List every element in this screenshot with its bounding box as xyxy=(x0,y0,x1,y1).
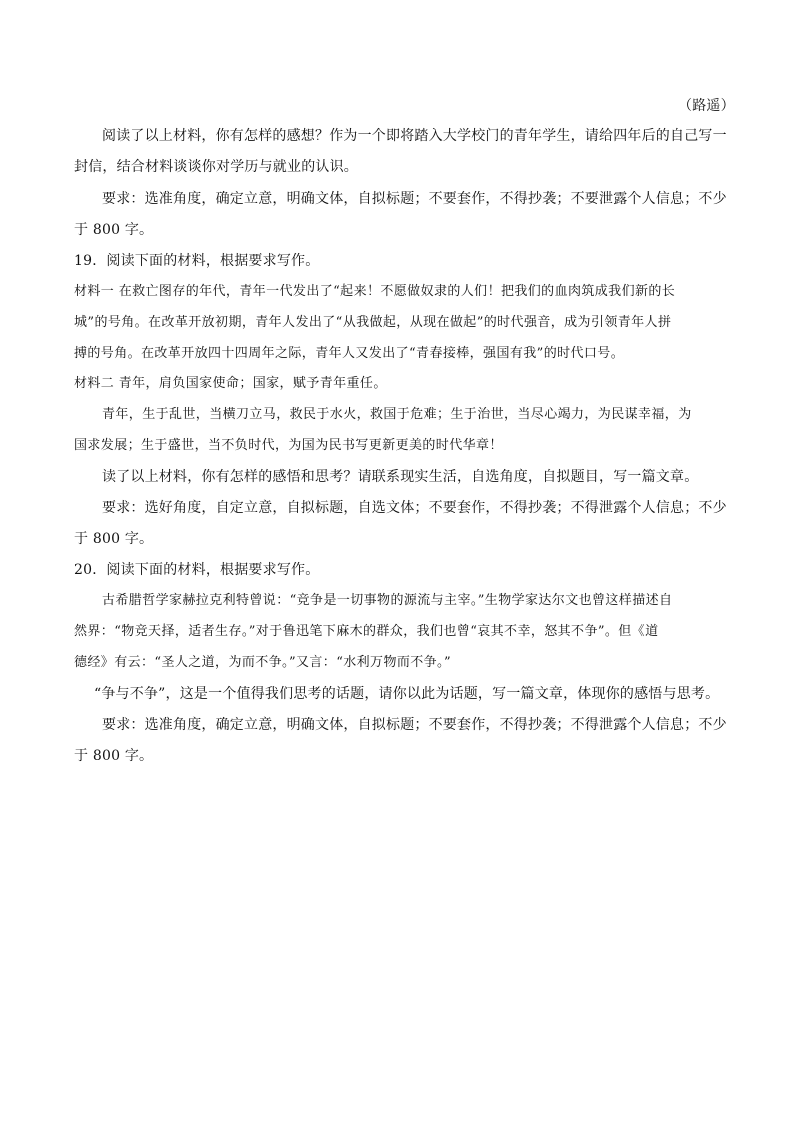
q19-task: 读了以上材料，你有怎样的感悟和思考？请联系现实生活，自选角度，自拟题目，写一篇文章。 xyxy=(102,469,699,485)
q19-material-1-line-2: 城”的号角。在改革开放初期，青年人发出了“从我做起，从现在做起”的时代强音，成为引领青年人拼 xyxy=(74,315,672,330)
q19-requirement-line-1: 要求：选好角度，自定立意，自拟标题，自选文体；不要套作，不得抄袭；不得泄露个人信息；不少 xyxy=(102,500,727,516)
q20-requirement-line-1: 要求：选准角度，确定立意，明确文体，自拟标题；不要套作，不得抄袭；不得泄露个人信息；不少 xyxy=(102,717,727,733)
q19-requirement-line-2: 于 800 字。 xyxy=(74,531,154,547)
q20-material-line-1: 古希腊哲学家赫拉克利特曾说：“竞争是一切事物的源流与主宰。”生物学家达尔文也曾这样描述自 xyxy=(102,593,673,608)
q19-material-2-title: 材料二 青年，肩负国家使命；国家，赋予青年重任。 xyxy=(74,376,387,391)
q19-material-2-line-1: 青年，生于乱世，当横刀立马，救民于水火，救国于危难；生于治世，当尽心竭力，为民谋幸福，为 xyxy=(102,407,692,422)
requirement-1-line-1: 要求：选准角度，确定立意，明确文体，自拟标题；不要套作，不得抄袭；不要泄露个人信息；不少 xyxy=(102,191,727,207)
reflection-line-1: 阅读了以上材料，你有怎样的感想？作为一个即将踏入大学校门的青年学生，请给四年后的自己写一 xyxy=(102,128,727,144)
q20-material-line-3: 德经》有云：“圣人之道，为而不争。”又言：“水利万物而不争。” xyxy=(74,655,451,670)
q19-material-1-line-3: 搏的号角。在改革开放四十四周年之际，青年人又发出了“青春接棒，强国有我”的时代口号。 xyxy=(74,346,625,361)
q20-requirement-line-2: 于 800 字。 xyxy=(74,748,154,764)
q20-prompt: 20．阅读下面的材料，根据要求写作。 xyxy=(74,562,320,578)
q20-task: “争与不争”，这是一个值得我们思考的话题，请你以此为话题，写一篇文章，体现你的感悟与思考。 xyxy=(94,686,720,702)
requirement-1-line-2: 于 800 字。 xyxy=(74,222,154,238)
reflection-line-2: 封信，结合材料谈谈你对学历与就业的认识。 xyxy=(74,159,358,175)
q20-material-line-2: 然界：“物竞天择，适者生存。”对于鲁迅笔下麻木的群众，我们也曾“哀其不幸，怒其不争”。但《道 xyxy=(74,624,659,639)
q19-material-2-line-2: 国求发展；生于盛世，当不负时代，为国为民书写更新更美的时代华章！ xyxy=(74,438,503,453)
attribution: （路遥） xyxy=(678,98,735,114)
q19-prompt: 19．阅读下面的材料，根据要求写作。 xyxy=(74,253,320,269)
q19-material-1-line-1: 材料一 在救亡图存的年代，青年一代发出了“起来！不愿做奴隶的人们！把我们的血肉筑成我们新的长 xyxy=(74,284,676,299)
